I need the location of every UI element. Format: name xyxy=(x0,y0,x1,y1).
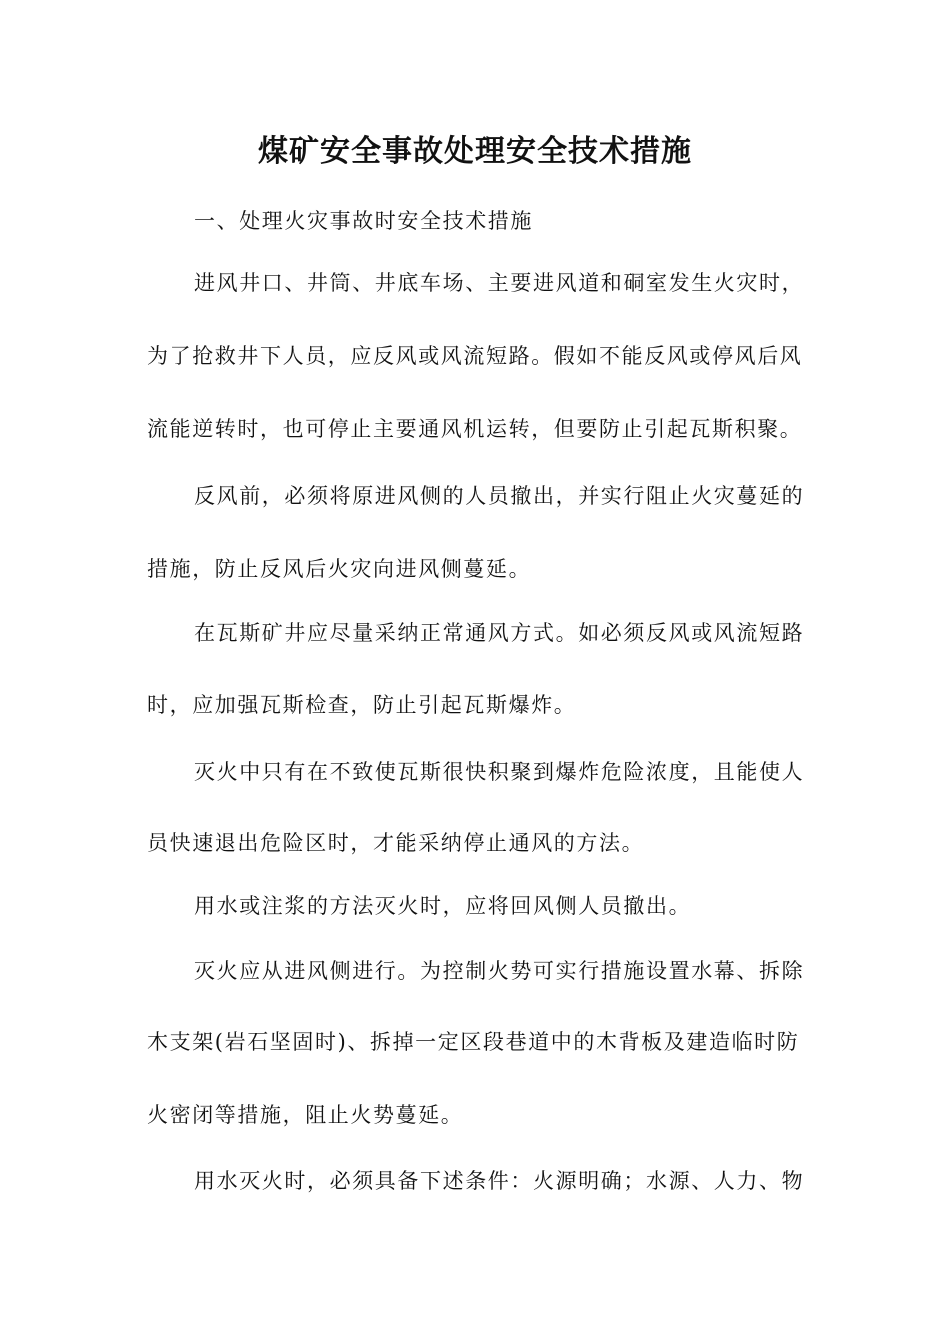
paragraph-line: 措施，防止反风后火灾向进风侧蔓延。 xyxy=(147,557,532,581)
paragraph-line: 时，应加强瓦斯检查，防止引起瓦斯爆炸。 xyxy=(147,693,577,717)
paragraph-line: 在瓦斯矿井应尽量采纳正常通风方式。如必须反风或风流短路 xyxy=(194,621,805,645)
paragraph-line: 进风井口、井筒、井底车场、主要进风道和硐室发生火灾时， xyxy=(194,271,805,295)
paragraph-line: 灭火中只有在不致使瓦斯很快积聚到爆炸危险浓度，且能使人 xyxy=(194,760,805,784)
paragraph-line: 火密闭等措施，阻止火势蔓延。 xyxy=(147,1103,464,1127)
paragraph-line: 用水灭火时，必须具备下述条件：火源明确；水源、人力、物 xyxy=(194,1169,805,1193)
paragraph-line: 流能逆转时，也可停止主要通风机运转，但要防止引起瓦斯积聚。 xyxy=(147,417,803,441)
paragraph-line: 灭火应从进风侧进行。为控制火势可实行措施设置水幕、拆除 xyxy=(194,959,805,983)
section-heading: 一、处理火灾事故时安全技术措施 xyxy=(194,209,533,233)
paragraph-line: 反风前，必须将原进风侧的人员撤出，并实行阻止火灾蔓延的 xyxy=(194,484,805,508)
paragraph-line: 用水或注浆的方法灭火时，应将回风侧人员撤出。 xyxy=(194,894,692,918)
paragraph-line: 木支架(岩石坚固时)、拆掉一定区段巷道中的木背板及建造临时防 xyxy=(147,1030,800,1054)
document-title: 煤矿安全事故处理安全技术措施 xyxy=(258,134,692,169)
paragraph-line: 为了抢救井下人员，应反风或风流短路。假如不能反风或停风后风 xyxy=(147,344,803,368)
paragraph-line: 员快速退出危险区时，才能采纳停止通风的方法。 xyxy=(147,831,645,855)
